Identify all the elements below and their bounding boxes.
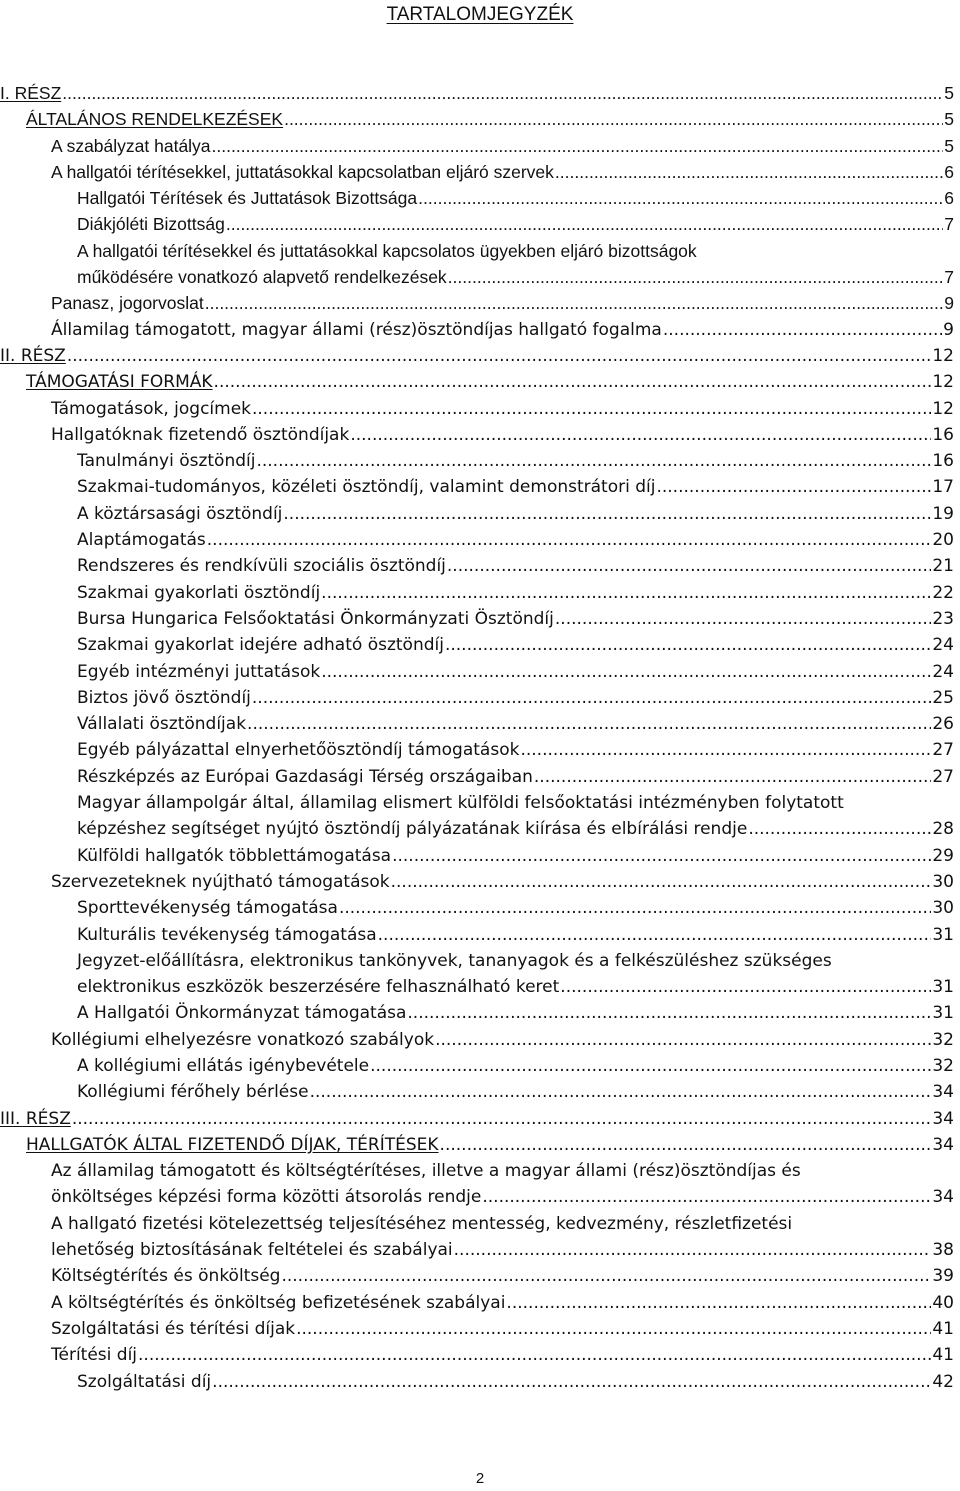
toc-entry-part-2[interactable]	[0, 343, 960, 369]
toc-entry-title: Vállalati ösztöndíjak	[77, 714, 247, 735]
page-number: 2	[475, 1470, 485, 1487]
toc-entry-title: Hallgatóknak fizetendő ösztöndíjak	[51, 424, 350, 445]
toc-leader-dots	[748, 816, 931, 842]
toc-entry[interactable]	[0, 1027, 960, 1053]
toc-entry-title: Szakmai gyakorlat idejére adható ösztöndíj	[77, 635, 444, 656]
toc-entry-title: Szakmai-tudományos, közéleti ösztöndíj, valamint demonstrátori díj	[77, 477, 656, 498]
toc-entry-page: 9	[944, 293, 954, 314]
toc-entry[interactable]	[0, 290, 960, 316]
toc-leader-dots	[506, 1290, 931, 1316]
toc-leader-dots	[252, 685, 931, 711]
page-title: TARTALOMJEGYZÉK	[386, 4, 574, 25]
toc-entry-title: Szolgáltatási és térítési díjak	[51, 1318, 296, 1339]
toc-entry[interactable]	[0, 895, 960, 921]
toc-leader-dots	[555, 159, 943, 185]
toc-entry[interactable]	[0, 843, 960, 869]
toc-entry-page: 9	[943, 319, 954, 340]
toc-entry[interactable]	[0, 1000, 960, 1026]
toc-entry[interactable]	[0, 659, 960, 685]
toc-entry-title: Jegyzet-előállításra, elektronikus tankönyvek, tananyagok és a felkészüléshez szükséges	[77, 950, 832, 971]
toc-leader-dots	[482, 1184, 931, 1210]
toc-entry[interactable]	[0, 1053, 960, 1079]
toc-leader-dots	[339, 895, 931, 921]
toc-leader-dots	[440, 1132, 932, 1158]
toc-leader-dots	[207, 527, 932, 553]
toc-entry[interactable]	[0, 737, 960, 763]
toc-leader-dots	[256, 448, 931, 474]
toc-entry-title: HALLGATÓK ÁLTAL FIZETENDŐ DÍJAK, TÉRÍTÉSEK	[26, 1134, 439, 1155]
toc-leader-dots	[560, 974, 931, 1000]
toc-entry[interactable]	[0, 185, 960, 211]
toc-leader-dots	[392, 843, 931, 869]
toc-leader-dots	[212, 133, 944, 159]
toc-entry[interactable]	[0, 422, 960, 448]
toc-entry[interactable]	[0, 527, 960, 553]
toc-leader-dots	[663, 317, 942, 343]
toc-entry-page: 27	[932, 740, 954, 761]
toc-entry-page: 7	[944, 214, 954, 235]
toc-entry[interactable]	[0, 1369, 960, 1395]
toc-entry-page: 22	[932, 582, 954, 603]
toc-entry-title: Kollégiumi elhelyezésre vonatkozó szabályok	[51, 1029, 435, 1050]
toc-entry-continued[interactable]	[0, 264, 960, 290]
toc-entry[interactable]	[0, 448, 960, 474]
toc-leader-dots	[555, 606, 931, 632]
toc-entry-title: III. RÉSZ	[0, 1108, 71, 1129]
toc-entry[interactable]	[0, 238, 960, 264]
toc-entry-title: A szabályzat hatálya	[51, 135, 211, 156]
toc-entry-page: 17	[932, 477, 954, 498]
toc-entry-page: 5	[944, 83, 954, 103]
toc-entry-page: 40	[932, 1292, 954, 1313]
toc-entry-title: II. RÉSZ	[0, 345, 66, 366]
toc-entry-title: Részképzés az Európai Gazdasági Térség országaiban	[77, 766, 533, 787]
toc-entry-page: 24	[932, 635, 954, 656]
toc-leader-dots	[214, 369, 932, 395]
toc-entry-title: A hallgatói térítésekkel és juttatásokkal kapcsolatos ügyekben eljáró bizottságok	[77, 240, 697, 261]
toc-entry[interactable]	[0, 580, 960, 606]
toc-leader-dots	[321, 580, 931, 606]
toc-entry-title: Magyar állampolgár által, államilag elismert külföldi felsőoktatási intézményben folytatott	[77, 793, 844, 814]
toc-entry-page: 5	[944, 109, 954, 130]
toc-entry[interactable]	[0, 869, 960, 895]
toc-entry-page: 30	[932, 871, 954, 892]
toc-entry-fees[interactable]	[0, 1132, 960, 1158]
toc-entry[interactable]	[0, 922, 960, 948]
toc-leader-dots	[447, 553, 931, 579]
toc-entry-page: 31	[932, 977, 954, 998]
toc-entry-title: A kollégiumi ellátás igénybevétele	[77, 1055, 370, 1076]
toc-leader-dots	[226, 211, 943, 237]
toc-entry[interactable]	[0, 764, 960, 790]
toc-entry-title: Egyéb pályázattal elnyerhetőösztöndíj támogatások	[77, 740, 520, 761]
toc-leader-dots	[296, 1316, 931, 1342]
toc-entry[interactable]	[0, 317, 960, 343]
toc-leader-dots	[321, 659, 931, 685]
toc-entry-title: TÁMOGATÁSI FORMÁK	[26, 372, 213, 393]
toc-entry-page: 24	[932, 661, 954, 682]
toc-entry-title: Külföldi hallgatók többlettámogatása	[77, 845, 392, 866]
toc-entry-page: 21	[932, 556, 954, 577]
toc-leader-dots	[520, 737, 931, 763]
toc-entry-page: 41	[932, 1345, 954, 1366]
toc-entry-title: működésére vonatkozó alapvető rendelkezések	[77, 267, 447, 288]
toc-entry-page: 38	[932, 1240, 954, 1261]
toc-leader-dots	[212, 1369, 931, 1395]
toc-entry-page: 31	[932, 1003, 954, 1024]
toc-entry[interactable]	[0, 501, 960, 527]
toc-entry-page: 28	[932, 819, 954, 840]
toc-entry-page: 25	[932, 687, 954, 708]
toc-entry-title: A költségtérítés és önköltség befizetésének szabályai	[51, 1292, 506, 1313]
toc-entry-title: Diákjóléti Bizottság	[77, 214, 225, 235]
toc-entry[interactable]	[0, 1316, 960, 1342]
toc-entry-page: 16	[932, 451, 954, 472]
toc-entry-title: Panasz, jogorvoslat	[51, 293, 204, 314]
toc-entry-title: Szolgáltatási díj	[77, 1371, 212, 1392]
toc-entry-title: Államilag támogatott, magyar állami (rész)ösztöndíjas hallgató fogalma	[51, 319, 662, 340]
toc-entry-page: 12	[932, 372, 954, 393]
toc-entry[interactable]	[0, 211, 960, 237]
toc-leader-dots	[378, 922, 932, 948]
toc-entry-title: Támogatások, jogcímek	[51, 398, 251, 419]
toc-entry[interactable]	[0, 1342, 960, 1368]
toc-leader-dots	[656, 474, 931, 500]
toc-entry-page: 32	[932, 1055, 954, 1076]
toc-leader-dots	[205, 290, 944, 316]
toc-leader-dots	[448, 264, 944, 290]
toc-entry-title: Szervezeteknek nyújtható támogatások	[51, 871, 390, 892]
toc-entry-page: 31	[932, 924, 954, 945]
toc-entry-page: 7	[944, 267, 954, 288]
toc-entry-page: 27	[932, 766, 954, 787]
toc-entry-page: 6	[944, 188, 954, 209]
toc-entry-continued[interactable]	[0, 974, 960, 1000]
toc-entry-title: Sporttevékenység támogatása	[77, 898, 338, 919]
toc-entry-title: Költségtérítés és önköltség	[51, 1266, 281, 1287]
toc-entry-page: 32	[932, 1029, 954, 1050]
toc-entry-general-provisions[interactable]	[0, 106, 960, 132]
toc-leader-dots	[72, 1106, 932, 1132]
toc-entry-page: 5	[944, 135, 954, 156]
toc-entry-page: 42	[932, 1371, 954, 1392]
toc-entry-title: Szakmai gyakorlati ösztöndíj	[77, 582, 321, 603]
toc-entry-page: 30	[932, 898, 954, 919]
toc-entry[interactable]	[0, 396, 960, 422]
toc-entry-title: Kollégiumi férőhely bérlése	[77, 1082, 309, 1103]
toc-entry-title: Egyéb intézményi juttatások	[77, 661, 321, 682]
toc-leader-dots	[62, 80, 943, 106]
toc-entry-page: 16	[932, 424, 954, 445]
toc-entry-page: 23	[932, 608, 954, 629]
toc-entry-title: Biztos jövő ösztöndíj	[77, 687, 251, 708]
toc-entry[interactable]	[0, 159, 960, 185]
toc-leader-dots	[350, 422, 931, 448]
toc-entry-title: Rendszeres és rendkívüli szociális ösztöndíj	[77, 556, 446, 577]
toc-leader-dots	[534, 764, 931, 790]
toc-entry[interactable]	[0, 1211, 960, 1237]
toc-leader-dots	[418, 185, 943, 211]
toc-leader-dots	[370, 1053, 931, 1079]
toc-entry-title: Alaptámogatás	[77, 530, 206, 551]
toc-entry-page: 29	[932, 845, 954, 866]
toc-leader-dots	[391, 869, 932, 895]
toc-entry-page: 20	[932, 530, 954, 551]
toc-entry-title: A hallgatói térítésekkel, juttatásokkal kapcsolatban eljáró szervek	[51, 161, 554, 182]
toc-entry-title: Az államilag támogatott és költségtérítéses, illetve a magyar állami (rész)ösztöndíjas és	[51, 1161, 801, 1182]
toc-leader-dots	[281, 1263, 931, 1289]
toc-entry-title: elektronikus eszközök beszerzésére felhasználható keret	[77, 977, 560, 998]
toc-leader-dots	[247, 711, 931, 737]
toc-leader-dots	[310, 1079, 932, 1105]
toc-entry[interactable]	[0, 790, 960, 816]
toc-leader-dots	[407, 1000, 931, 1026]
toc-leader-dots	[445, 632, 931, 658]
toc-entry-page: 12	[932, 345, 954, 366]
toc-entry-support-forms[interactable]	[0, 369, 960, 395]
toc-leader-dots	[252, 396, 931, 422]
toc-entry-page: 34	[932, 1082, 954, 1103]
toc-entry-title: Hallgatói Térítések és Juttatások Bizottsága	[77, 188, 418, 209]
toc-entry[interactable]	[0, 1158, 960, 1184]
toc-entry-page: 12	[932, 398, 954, 419]
toc-leader-dots	[67, 343, 932, 369]
toc-entry-continued[interactable]	[0, 1184, 960, 1210]
toc-leader-dots	[284, 106, 943, 132]
toc-entry-part-1[interactable]	[0, 80, 960, 106]
toc-leader-dots	[138, 1342, 931, 1368]
toc-leader-dots	[435, 1027, 931, 1053]
table-of-contents	[0, 80, 960, 1395]
toc-entry-part-3[interactable]	[0, 1106, 960, 1132]
toc-entry-title: Tanulmányi ösztöndíj	[77, 451, 256, 472]
toc-entry-title: A Hallgatói Önkormányzat támogatása	[77, 1003, 407, 1024]
toc-leader-dots	[454, 1237, 932, 1263]
toc-entry-page: 26	[932, 714, 954, 735]
toc-entry[interactable]	[0, 553, 960, 579]
toc-entry-title: Kulturális tevékenység támogatása	[77, 924, 377, 945]
toc-entry-title: Bursa Hungarica Felsőoktatási Önkormányzati Ösztöndíj	[77, 608, 554, 629]
toc-entry-title: A hallgató fizetési kötelezettség teljesítéséhez mentesség, kedvezmény, részletfizetési	[51, 1213, 793, 1234]
toc-entry-title: Térítési díj	[51, 1345, 138, 1366]
toc-entry[interactable]	[0, 948, 960, 974]
toc-entry-page: 34	[932, 1187, 954, 1208]
toc-entry-continued[interactable]	[0, 816, 960, 842]
toc-leader-dots	[283, 501, 931, 527]
toc-entry[interactable]	[0, 1290, 960, 1316]
toc-entry[interactable]	[0, 632, 960, 658]
toc-entry-title: lehetőség biztosításának feltételei és szabályai	[51, 1240, 453, 1261]
toc-entry-page: 6	[944, 161, 954, 182]
toc-entry-page: 34	[932, 1134, 954, 1155]
toc-entry-page: 41	[932, 1318, 954, 1339]
toc-entry[interactable]	[0, 133, 960, 159]
toc-entry-page: 19	[932, 503, 954, 524]
toc-entry-title: önköltséges képzési forma közötti átsorolás rendje	[51, 1187, 482, 1208]
toc-entry[interactable]	[0, 711, 960, 737]
toc-entry-title: képzéshez segítséget nyújtó ösztöndíj pályázatának kiírása és elbírálási rendje	[77, 819, 748, 840]
toc-entry-title: A köztársasági ösztöndíj	[77, 503, 283, 524]
toc-entry-page: 34	[932, 1108, 954, 1129]
toc-entry-page: 39	[932, 1266, 954, 1287]
toc-entry-title: ÁLTALÁNOS RENDELKEZÉSEK	[26, 109, 284, 130]
toc-entry[interactable]	[0, 685, 960, 711]
toc-entry-title: I. RÉSZ	[0, 83, 62, 103]
toc-entry[interactable]	[0, 1079, 960, 1105]
toc-entry[interactable]	[0, 606, 960, 632]
toc-entry-continued[interactable]	[0, 1237, 960, 1263]
toc-entry[interactable]	[0, 1263, 960, 1289]
toc-entry[interactable]	[0, 474, 960, 500]
